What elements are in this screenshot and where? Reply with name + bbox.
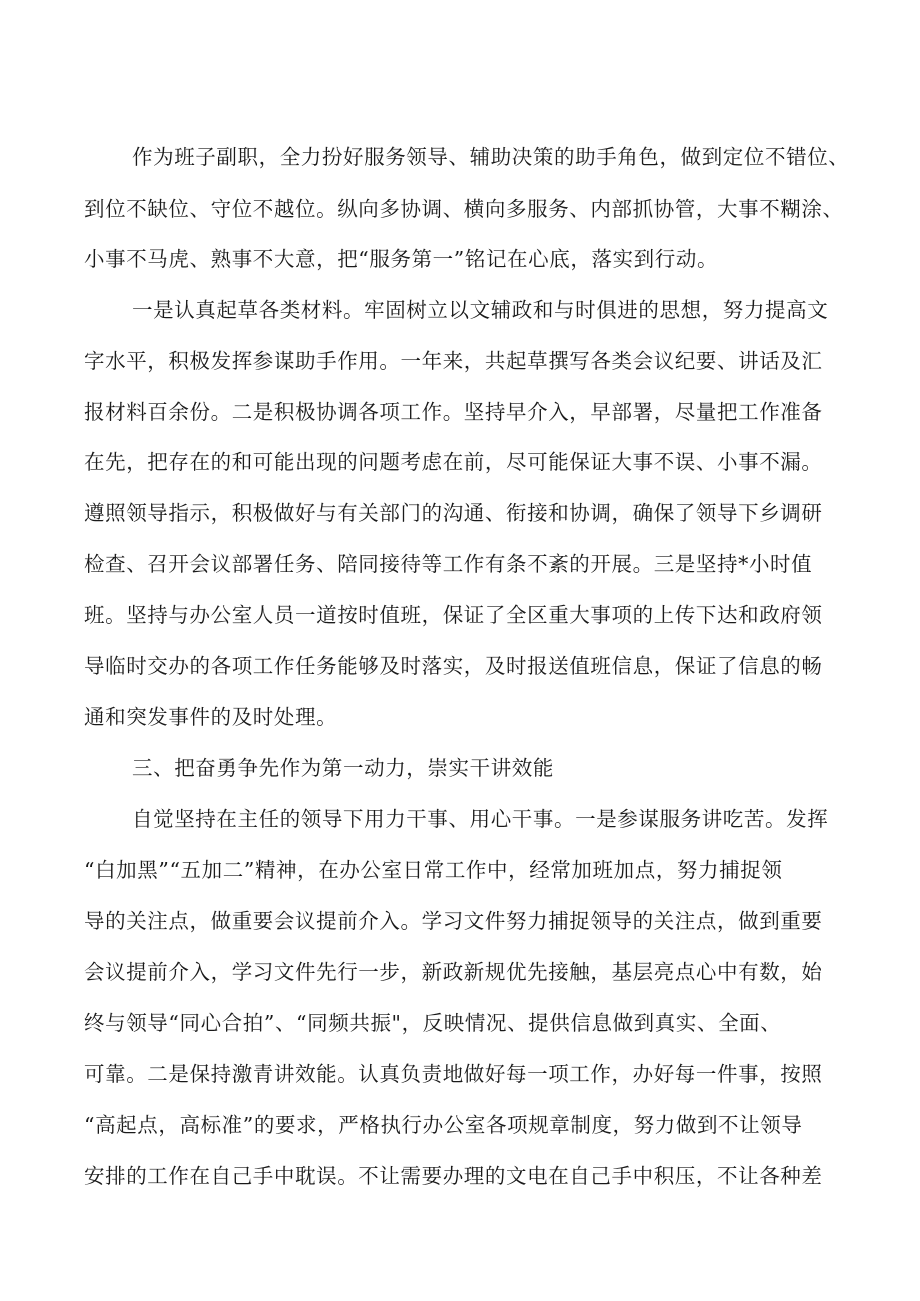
paragraph-2-line-6: 检查、召开会议部署任务、陪同接待等工作有条不紊的开展。三是坚持*小时值 bbox=[84, 552, 813, 576]
paragraph-1-line-2: 到位不缺位、守位不越位。纵向多协调、横向多服务、内部抓协管，大事不糊涂、 bbox=[84, 197, 844, 221]
paragraph-2-line-5: 遵照领导指示，积极做好与有关部门的沟通、衔接和协调，确保了领导下乡调研 bbox=[84, 501, 823, 525]
section-heading-3: 三、把奋勇争先作为第一动力，崇实干讲效能 bbox=[132, 756, 554, 780]
paragraph-2-line-1: 一是认真起草各类材料。牢固树立以文辅政和与时俱进的思想，努力提高文 bbox=[132, 298, 829, 322]
paragraph-3-line-6: 可靠。二是保持激青讲效能。认真负责地做好每一项工作，办好每一件事，按照 bbox=[84, 1062, 823, 1086]
paragraph-2-line-4: 在先，把存在的和可能出现的问题考虑在前，尽可能保证大事不误、小事不漏。 bbox=[84, 450, 823, 474]
paragraph-3-line-3: 导的关注点，做重要会议提前介入。学习文件努力捕捉领导的关注点，做到重要 bbox=[84, 909, 823, 933]
paragraph-2-line-9: 通和突发事件的及时处理。 bbox=[84, 705, 338, 729]
paragraph-3-line-7: “高起点，高标准”的要求，严格执行办公室各项规章制度，努力做到不让领导 bbox=[84, 1113, 803, 1137]
paragraph-3-line-2: “白加黑”“五加二”精神，在办公室日常工作中，经常加班加点，努力捕捉领 bbox=[84, 858, 783, 882]
paragraph-3-line-1: 自觉坚持在主任的领导下用力干事、用心干事。一是参谋服务讲吃苦。发挥 bbox=[132, 807, 829, 831]
paragraph-3-line-4: 会议提前介入，学习文件先行一步，新政新规优先接触，基层亮点心中有数，始 bbox=[84, 960, 823, 984]
paragraph-2-line-2: 字水平，积极发挥参谋助手作用。一年来，共起草撰写各类会议纪要、讲话及汇 bbox=[84, 349, 823, 373]
paragraph-2-line-3: 报材料百余份。二是积极协调各项工作。坚持早介入，早部署，尽量把工作准备 bbox=[84, 400, 823, 424]
paragraph-3-line-8: 安排的工作在自己手中耽误。不让需要办理的文电在自己手中积压，不让各种差 bbox=[84, 1164, 823, 1188]
paragraph-2-line-7: 班。坚持与办公室人员一道按时值班，保证了全区重大事项的上传下达和政府领 bbox=[84, 603, 823, 627]
paragraph-2-line-8: 导临时交办的各项工作任务能够及时落实，及时报送值班信息，保证了信息的畅 bbox=[84, 654, 823, 678]
paragraph-1-line-3: 小事不马虎、熟事不大意，把“服务第一”铭记在心底，落实到行动。 bbox=[84, 247, 719, 271]
paragraph-3-line-5: 终与领导“同心合拍”、“同频共振"，反映情况、提供信息做到真实、全面、 bbox=[84, 1011, 782, 1035]
paragraph-1-line-1: 作为班子副职，全力扮好服务领导、辅助决策的助手角色，做到定位不错位、 bbox=[132, 145, 850, 169]
